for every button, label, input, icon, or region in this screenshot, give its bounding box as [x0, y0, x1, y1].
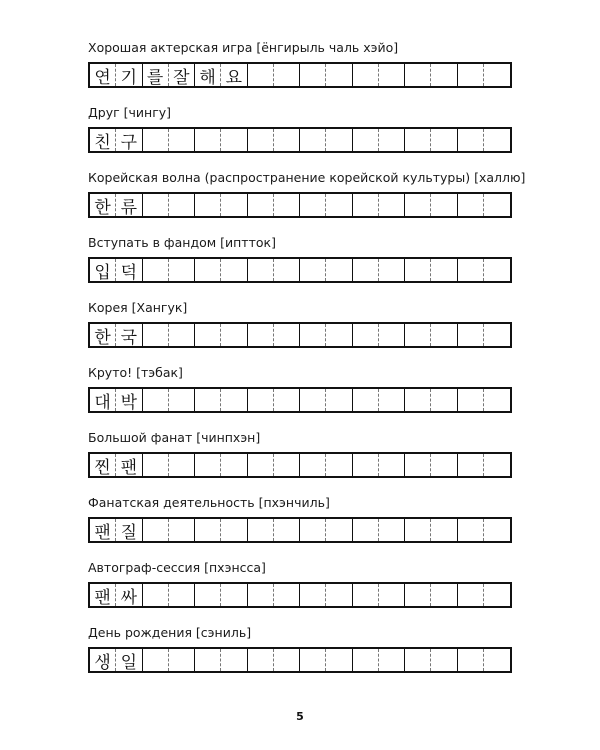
- hangul-syllable: 를: [143, 64, 169, 86]
- writing-grid: [88, 517, 512, 543]
- grid-cell: [143, 64, 196, 86]
- empty-practice-box: [458, 129, 485, 151]
- grid-cell: [195, 389, 248, 411]
- writing-grid: [88, 647, 512, 673]
- empty-practice-box: [274, 454, 299, 476]
- grid-cell: [458, 194, 510, 216]
- vocabulary-entry: [88, 495, 518, 543]
- empty-practice-box: [431, 389, 456, 411]
- empty-practice-box: [458, 389, 485, 411]
- empty-practice-box: [248, 259, 274, 281]
- grid-cell: [248, 259, 301, 281]
- grid-cell: [195, 194, 248, 216]
- grid-cell: [90, 584, 143, 606]
- vocabulary-entry: [88, 170, 526, 218]
- grid-cell: [300, 519, 353, 541]
- grid-cell: [143, 129, 196, 151]
- grid-cell: [300, 64, 353, 86]
- grid-cell: [90, 129, 143, 151]
- hangul-syllable: 싸: [120, 587, 138, 608]
- hangul-syllable: 입: [90, 259, 116, 281]
- grid-cell: [195, 519, 248, 541]
- grid-cell: [405, 129, 458, 151]
- grid-cell: [143, 194, 196, 216]
- empty-practice-box: [458, 324, 485, 346]
- empty-practice-box: [248, 649, 274, 671]
- empty-practice-box: [169, 519, 194, 541]
- empty-practice-box: [458, 584, 485, 606]
- grid-cell: [90, 324, 143, 346]
- entry-label: Фанатская деятельность [пхэнчиль]: [88, 495, 330, 510]
- empty-practice-box: [248, 454, 274, 476]
- empty-practice-box: [353, 324, 379, 346]
- hangul-syllable: 한: [90, 194, 116, 216]
- grid-cell: [405, 454, 458, 476]
- grid-cell: [405, 64, 458, 86]
- empty-practice-box: [143, 324, 169, 346]
- empty-practice-box: [484, 64, 510, 86]
- empty-practice-box: [353, 194, 379, 216]
- grid-cell: [300, 324, 353, 346]
- empty-practice-box: [248, 194, 274, 216]
- empty-practice-box: [326, 584, 351, 606]
- empty-practice-box: [221, 259, 246, 281]
- hangul-syllable: 박: [120, 392, 138, 413]
- empty-practice-box: [326, 389, 351, 411]
- hangul-syllable: 팬: [120, 457, 138, 478]
- empty-practice-box: [379, 129, 404, 151]
- entry-label: Автограф-сессия [пхэнсса]: [88, 560, 266, 575]
- empty-practice-box: [169, 194, 194, 216]
- empty-practice-box: [248, 519, 274, 541]
- empty-practice-box: [405, 259, 431, 281]
- empty-practice-box: [300, 649, 326, 671]
- empty-practice-box: [431, 519, 456, 541]
- empty-practice-box: [405, 324, 431, 346]
- grid-cell: [248, 649, 301, 671]
- grid-cell: [353, 259, 406, 281]
- empty-practice-box: [353, 389, 379, 411]
- grid-cell: [195, 129, 248, 151]
- empty-practice-box: [274, 194, 299, 216]
- grid-cell: [353, 454, 406, 476]
- empty-practice-box: [143, 649, 169, 671]
- grid-cell: [195, 584, 248, 606]
- empty-practice-box: [379, 584, 404, 606]
- empty-practice-box: [221, 454, 246, 476]
- empty-practice-box: [143, 454, 169, 476]
- grid-cell: [90, 454, 143, 476]
- empty-practice-box: [300, 324, 326, 346]
- empty-practice-box: [379, 519, 404, 541]
- empty-practice-box: [195, 389, 221, 411]
- hangul-syllable: 대: [90, 389, 116, 411]
- empty-practice-box: [353, 519, 379, 541]
- grid-cell: [143, 649, 196, 671]
- hangul-syllable: 국: [120, 327, 138, 348]
- hangul-syllable: 류: [120, 197, 138, 218]
- empty-practice-box: [484, 129, 510, 151]
- grid-cell: [90, 259, 143, 281]
- grid-cell: [90, 194, 143, 216]
- empty-practice-box: [458, 64, 485, 86]
- empty-practice-box: [484, 194, 510, 216]
- grid-cell: [458, 649, 510, 671]
- grid-cell: [353, 194, 406, 216]
- grid-cell: [143, 324, 196, 346]
- entry-label: Корейская волна (распространение корейской культуры) [халлю]: [88, 170, 526, 185]
- hangul-syllable: 구: [120, 132, 138, 153]
- writing-grid: [88, 257, 512, 283]
- grid-cell: [458, 129, 510, 151]
- empty-practice-box: [458, 454, 485, 476]
- empty-practice-box: [405, 649, 431, 671]
- page-number: 5: [296, 710, 304, 723]
- grid-cell: [405, 194, 458, 216]
- vocabulary-entry: [88, 430, 518, 478]
- empty-practice-box: [143, 129, 169, 151]
- grid-cell: [405, 584, 458, 606]
- grid-cell: [405, 259, 458, 281]
- empty-practice-box: [300, 64, 326, 86]
- empty-practice-box: [274, 324, 299, 346]
- empty-practice-box: [169, 454, 194, 476]
- grid-cell: [353, 584, 406, 606]
- grid-cell: [248, 64, 301, 86]
- writing-grid: [88, 62, 512, 88]
- empty-practice-box: [326, 454, 351, 476]
- empty-practice-box: [248, 584, 274, 606]
- empty-practice-box: [484, 259, 510, 281]
- grid-cell: [90, 649, 143, 671]
- entry-label: День рождения [сэниль]: [88, 625, 252, 640]
- grid-cell: [248, 194, 301, 216]
- empty-practice-box: [274, 389, 299, 411]
- empty-practice-box: [221, 519, 246, 541]
- empty-practice-box: [458, 259, 485, 281]
- empty-practice-box: [195, 584, 221, 606]
- empty-practice-box: [379, 324, 404, 346]
- empty-practice-box: [405, 519, 431, 541]
- empty-practice-box: [300, 519, 326, 541]
- empty-practice-box: [274, 259, 299, 281]
- grid-cell: [143, 259, 196, 281]
- grid-cell: [458, 389, 510, 411]
- grid-cell: [353, 389, 406, 411]
- hangul-syllable: 찐: [90, 454, 116, 476]
- grid-cell: [353, 64, 406, 86]
- grid-cell: [300, 129, 353, 151]
- grid-cell: [405, 389, 458, 411]
- empty-practice-box: [300, 259, 326, 281]
- empty-practice-box: [169, 649, 194, 671]
- empty-practice-box: [353, 259, 379, 281]
- writing-grid: [88, 127, 512, 153]
- empty-practice-box: [221, 584, 246, 606]
- grid-cell: [353, 324, 406, 346]
- grid-cell: [248, 454, 301, 476]
- grid-cell: [300, 194, 353, 216]
- grid-cell: [195, 649, 248, 671]
- empty-practice-box: [326, 649, 351, 671]
- grid-cell: [458, 519, 510, 541]
- hangul-syllable: 팬: [90, 519, 116, 541]
- grid-cell: [195, 324, 248, 346]
- empty-practice-box: [169, 584, 194, 606]
- hangul-syllable: 해: [195, 64, 221, 86]
- empty-practice-box: [431, 64, 456, 86]
- empty-practice-box: [458, 519, 485, 541]
- grid-cell: [300, 259, 353, 281]
- grid-cell: [300, 584, 353, 606]
- grid-cell: [248, 584, 301, 606]
- entry-label: Вступать в фандом [иптток]: [88, 235, 276, 250]
- vocabulary-entry: [88, 40, 518, 88]
- empty-practice-box: [221, 324, 246, 346]
- empty-practice-box: [300, 584, 326, 606]
- hangul-syllable: 덕: [120, 262, 138, 283]
- empty-practice-box: [431, 454, 456, 476]
- empty-practice-box: [195, 649, 221, 671]
- empty-practice-box: [274, 519, 299, 541]
- empty-practice-box: [379, 259, 404, 281]
- grid-cell: [90, 389, 143, 411]
- vocabulary-entry: [88, 560, 518, 608]
- grid-cell: [248, 129, 301, 151]
- empty-practice-box: [248, 64, 274, 86]
- grid-cell: [248, 389, 301, 411]
- empty-practice-box: [431, 584, 456, 606]
- empty-practice-box: [431, 324, 456, 346]
- empty-practice-box: [143, 584, 169, 606]
- empty-practice-box: [195, 454, 221, 476]
- empty-practice-box: [169, 129, 194, 151]
- empty-practice-box: [195, 519, 221, 541]
- empty-practice-box: [326, 519, 351, 541]
- grid-cell: [458, 324, 510, 346]
- empty-practice-box: [484, 324, 510, 346]
- grid-cell: [353, 519, 406, 541]
- vocabulary-entry: [88, 235, 518, 283]
- writing-grid: [88, 192, 512, 218]
- empty-practice-box: [169, 259, 194, 281]
- empty-practice-box: [353, 454, 379, 476]
- empty-practice-box: [143, 519, 169, 541]
- empty-practice-box: [143, 389, 169, 411]
- empty-practice-box: [484, 519, 510, 541]
- grid-cell: [458, 64, 510, 86]
- empty-practice-box: [221, 129, 246, 151]
- grid-cell: [458, 584, 510, 606]
- empty-practice-box: [431, 129, 456, 151]
- empty-practice-box: [484, 454, 510, 476]
- hangul-syllable: 질: [120, 522, 138, 543]
- entry-label: Друг [чингу]: [88, 105, 172, 120]
- vocabulary-entry: [88, 365, 518, 413]
- writing-grid: [88, 582, 512, 608]
- grid-cell: [143, 519, 196, 541]
- vocabulary-entry: [88, 300, 518, 348]
- empty-practice-box: [221, 389, 246, 411]
- empty-practice-box: [300, 454, 326, 476]
- empty-practice-box: [353, 129, 379, 151]
- empty-practice-box: [169, 324, 194, 346]
- empty-practice-box: [248, 324, 274, 346]
- empty-practice-box: [431, 649, 456, 671]
- hangul-syllable: 친: [90, 129, 116, 151]
- empty-practice-box: [379, 64, 404, 86]
- empty-practice-box: [326, 194, 351, 216]
- empty-practice-box: [195, 324, 221, 346]
- empty-practice-box: [274, 64, 299, 86]
- grid-cell: [353, 649, 406, 671]
- grid-cell: [458, 454, 510, 476]
- grid-cell: [195, 259, 248, 281]
- empty-practice-box: [274, 649, 299, 671]
- empty-practice-box: [484, 584, 510, 606]
- grid-cell: [248, 519, 301, 541]
- empty-practice-box: [484, 649, 510, 671]
- empty-practice-box: [195, 129, 221, 151]
- grid-cell: [300, 389, 353, 411]
- empty-practice-box: [221, 649, 246, 671]
- writing-grid: [88, 452, 512, 478]
- empty-practice-box: [274, 584, 299, 606]
- empty-practice-box: [405, 584, 431, 606]
- hangul-syllable: 한: [90, 324, 116, 346]
- grid-cell: [143, 584, 196, 606]
- empty-practice-box: [300, 389, 326, 411]
- grid-cell: [353, 129, 406, 151]
- empty-practice-box: [458, 194, 485, 216]
- hangul-syllable: 팬: [90, 584, 116, 606]
- empty-practice-box: [300, 129, 326, 151]
- empty-practice-box: [379, 194, 404, 216]
- empty-practice-box: [431, 194, 456, 216]
- empty-practice-box: [405, 454, 431, 476]
- empty-practice-box: [484, 389, 510, 411]
- empty-practice-box: [405, 389, 431, 411]
- writing-grid: [88, 322, 512, 348]
- entry-label: Большой фанат [чинпхэн]: [88, 430, 261, 445]
- empty-practice-box: [326, 64, 351, 86]
- empty-practice-box: [458, 649, 485, 671]
- grid-cell: [300, 454, 353, 476]
- empty-practice-box: [248, 389, 274, 411]
- empty-practice-box: [431, 259, 456, 281]
- hangul-syllable: 잘: [173, 67, 190, 88]
- empty-practice-box: [405, 64, 431, 86]
- grid-cell: [405, 649, 458, 671]
- grid-cell: [143, 454, 196, 476]
- grid-cell: [90, 64, 143, 86]
- grid-cell: [300, 649, 353, 671]
- grid-cell: [195, 64, 248, 86]
- empty-practice-box: [353, 64, 379, 86]
- grid-cell: [195, 454, 248, 476]
- empty-practice-box: [326, 324, 351, 346]
- empty-practice-box: [326, 259, 351, 281]
- empty-practice-box: [221, 194, 246, 216]
- entry-label: Круто! [тэбак]: [88, 365, 183, 380]
- empty-practice-box: [169, 389, 194, 411]
- hangul-syllable: 연: [90, 64, 116, 86]
- writing-grid: [88, 387, 512, 413]
- empty-practice-box: [143, 194, 169, 216]
- grid-cell: [143, 389, 196, 411]
- empty-practice-box: [353, 649, 379, 671]
- grid-cell: [458, 259, 510, 281]
- hangul-syllable: 요: [225, 67, 243, 88]
- empty-practice-box: [274, 129, 299, 151]
- empty-practice-box: [379, 454, 404, 476]
- vocabulary-entry: [88, 625, 518, 673]
- empty-practice-box: [143, 259, 169, 281]
- empty-practice-box: [379, 649, 404, 671]
- hangul-syllable: 생: [90, 649, 116, 671]
- empty-practice-box: [326, 129, 351, 151]
- empty-practice-box: [353, 584, 379, 606]
- grid-cell: [90, 519, 143, 541]
- empty-practice-box: [195, 259, 221, 281]
- entry-label: Хорошая актерская игра [ёнгирыль чаль хэйо]: [88, 40, 399, 55]
- empty-practice-box: [300, 194, 326, 216]
- hangul-syllable: 기: [120, 67, 138, 88]
- empty-practice-box: [405, 129, 431, 151]
- grid-cell: [405, 324, 458, 346]
- empty-practice-box: [405, 194, 431, 216]
- empty-practice-box: [248, 129, 274, 151]
- entry-label: Корея [Хангук]: [88, 300, 188, 315]
- vocabulary-entry: [88, 105, 518, 153]
- grid-cell: [248, 324, 301, 346]
- grid-cell: [405, 519, 458, 541]
- empty-practice-box: [379, 389, 404, 411]
- hangul-syllable: 일: [120, 652, 138, 673]
- empty-practice-box: [195, 194, 221, 216]
